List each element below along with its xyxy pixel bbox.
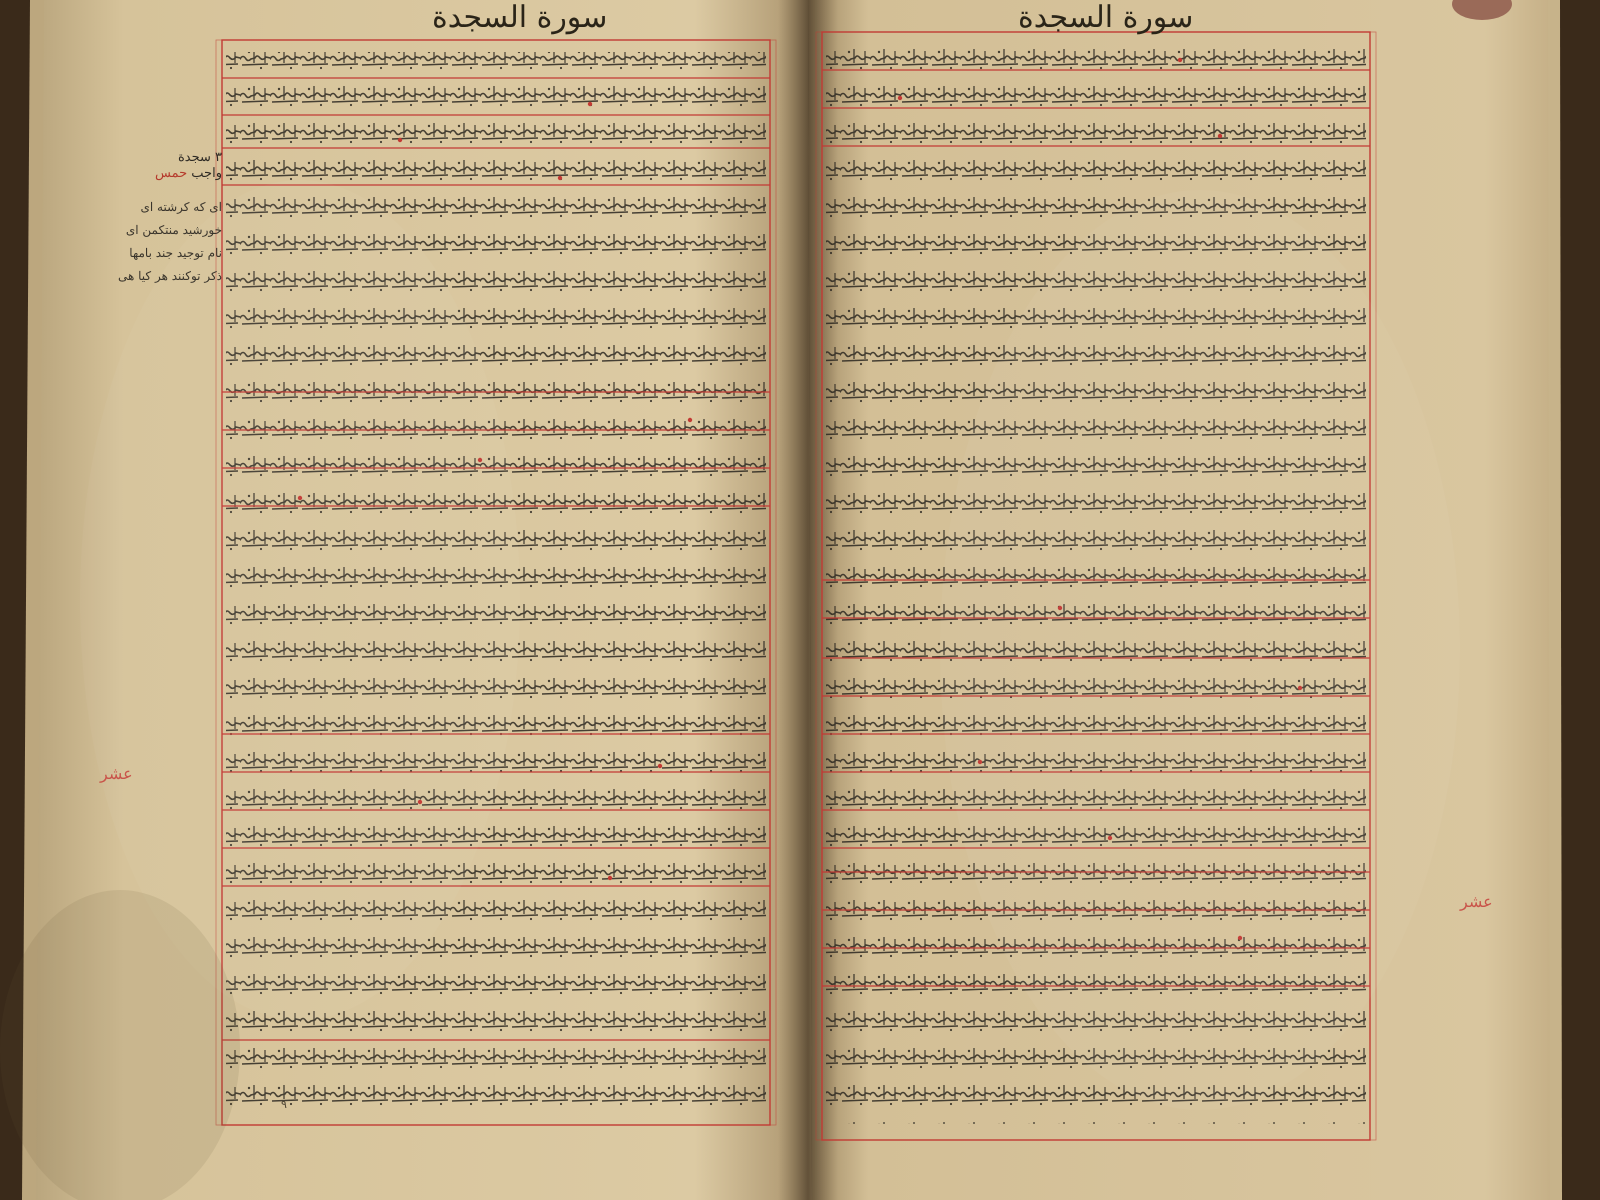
tenth-marker-left: عشر bbox=[100, 764, 133, 783]
sajda-marker bbox=[72, 150, 222, 166]
marginal-verse: ذکر توکنند هر کیا هی bbox=[118, 269, 222, 283]
tenth-marker-right: عشر bbox=[1460, 892, 1493, 911]
marginal-verse: خورشید منتکمن ای bbox=[125, 223, 222, 237]
sajda-label-text: واجب bbox=[191, 166, 222, 181]
sajda-label-red: حمس bbox=[155, 166, 188, 181]
marginal-note bbox=[72, 150, 222, 288]
marginal-verse: ای که کرشته ای bbox=[140, 200, 222, 214]
folio-mark: ٩ bbox=[281, 1098, 287, 1111]
surah-heading-left: سورة السجدة bbox=[432, 0, 608, 35]
marginal-verse: نام توجید جند بامها bbox=[129, 246, 222, 260]
marginal-verses bbox=[72, 196, 222, 288]
sajda-marker-number: ٣ bbox=[215, 150, 222, 165]
surah-heading-right: سورة السجدة bbox=[1018, 0, 1194, 35]
sajda-marker-word: سجدة bbox=[177, 150, 211, 165]
sajda-label bbox=[72, 166, 222, 182]
